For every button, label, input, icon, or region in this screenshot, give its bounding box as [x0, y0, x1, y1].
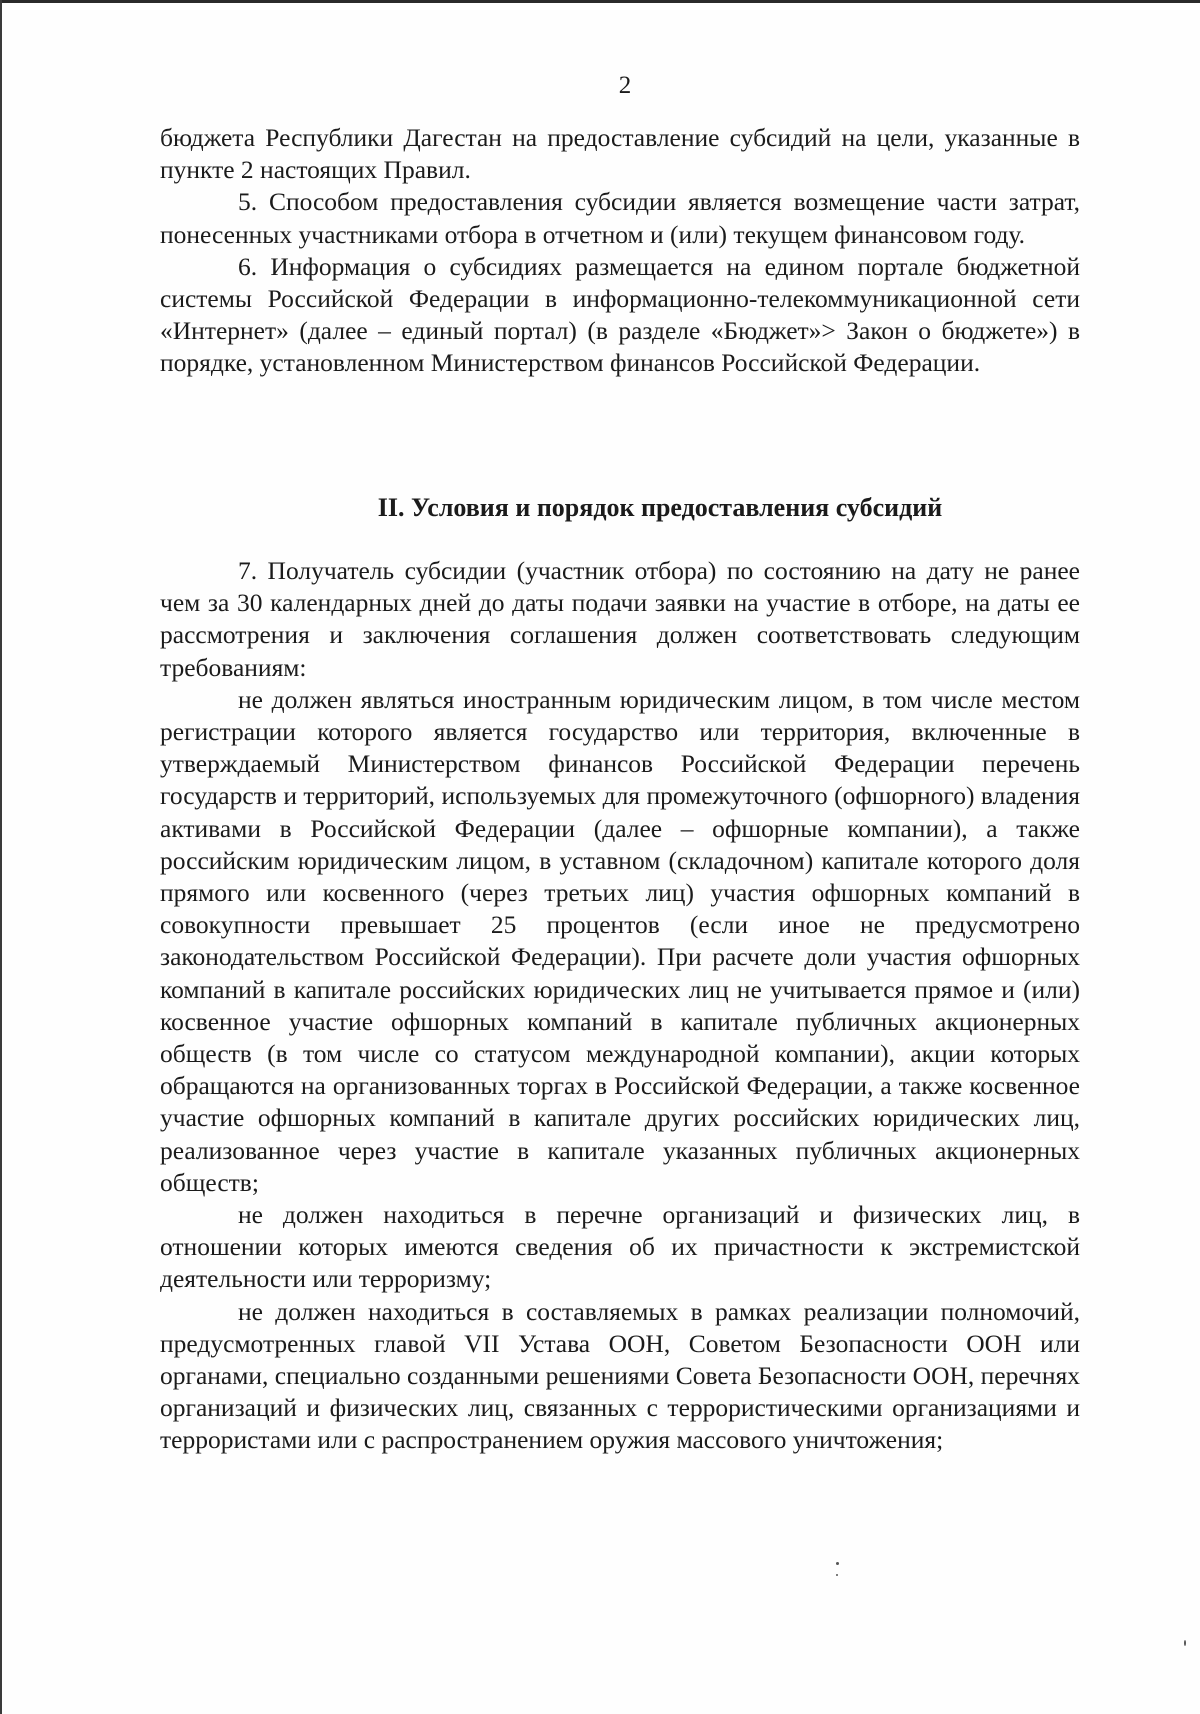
paragraph-item-6: 6. Информация о субсидиях размещается на едином портале бюджетной системы Российской Федерации в информационно-телекоммуникационной сети «Интернет» (далее – единый портал) (в разделе «Бюджет»> Закон о бюджете») в порядке, установленном Министерством финансов Российской Федерации.: [160, 251, 1080, 378]
paragraph-item-5: 5. Способом предоставления субсидии является возмещение части затрат, понесенных участниками отбора в отчетном и (или) текущем финансовом году.: [160, 187, 1080, 249]
section-1-text: [160, 122, 1080, 380]
paragraph-item-7: 7. Получатель субсидии (участник отбора) по состоянию на дату не ранее чем за 30 календарных дней до даты подачи заявки на участие в отборе, на даты ее рассмотрения и заключения соглашения должен соответствовать следующим требованиям:: [160, 556, 1080, 682]
paragraph-requirement-offshore: не должен являться иностранным юридическим лицом, в том числе местом регистрации которого является государство или территория, включенные в утверждаемый Министерством финансов Российской Федерации перечень государств и территорий, используемых для промежуточного (офшорного) владения активами в Российской Федерации (далее – офшорные компании), а также российским юридическим лицом, в уставном (складочном) капитале которого доля прямого или косвенного (через третьих лиц) участия офшорных компаний в совокупности превышает 25 процентов (если иное не предусмотрено законодательством Российской Федерации). При расчете доли участия офшорных компаний в капитале российских юридических лиц не учитывается прямое и (или) косвенное участие офшорных компаний в капитале публичных акционерных обществ (в том числе со статусом международной компании), акции которых обращаются на организованных торгах в Российской Федерации, а также косвенное участие офшорных компаний в капитале других российских юридических лиц, реализованное через участие в капитале указанных публичных акционерных обществ;: [160, 684, 1080, 1197]
scan-speck: [836, 1562, 839, 1565]
paragraph-requirement-extremism: не должен находиться в перечне организаций и физических лиц, в отношении которых имеются сведения об их причастности к экстремистской деятельности или терроризму;: [160, 1200, 1080, 1294]
scan-speck: [1184, 1640, 1186, 1646]
scan-speck: [836, 1574, 838, 1576]
paragraph-continuation: бюджета Республики Дагестан на предоставление субсидий на цели, указанные в пункте 2 настоящих Правил.: [160, 123, 1080, 185]
paragraph-requirement-un-lists: не должен находиться в составляемых в рамках реализации полномочий, предусмотренных главой VII Устава ООН, Советом Безопасности ООН или органами, специально созданными решениями Совета Безопасности ООН, перечнях организаций и физических лиц, связанных с террористическими организациями и террористами или с распространением оружия массового уничтожения;: [160, 1296, 1080, 1455]
scan-border-top: [0, 0, 1200, 3]
section-2-text: [160, 555, 1080, 1457]
section-heading: II. Условия и порядок предоставления субсидий: [377, 493, 943, 522]
page-number: 2: [618, 72, 632, 99]
scan-border-left: [0, 0, 2, 1714]
